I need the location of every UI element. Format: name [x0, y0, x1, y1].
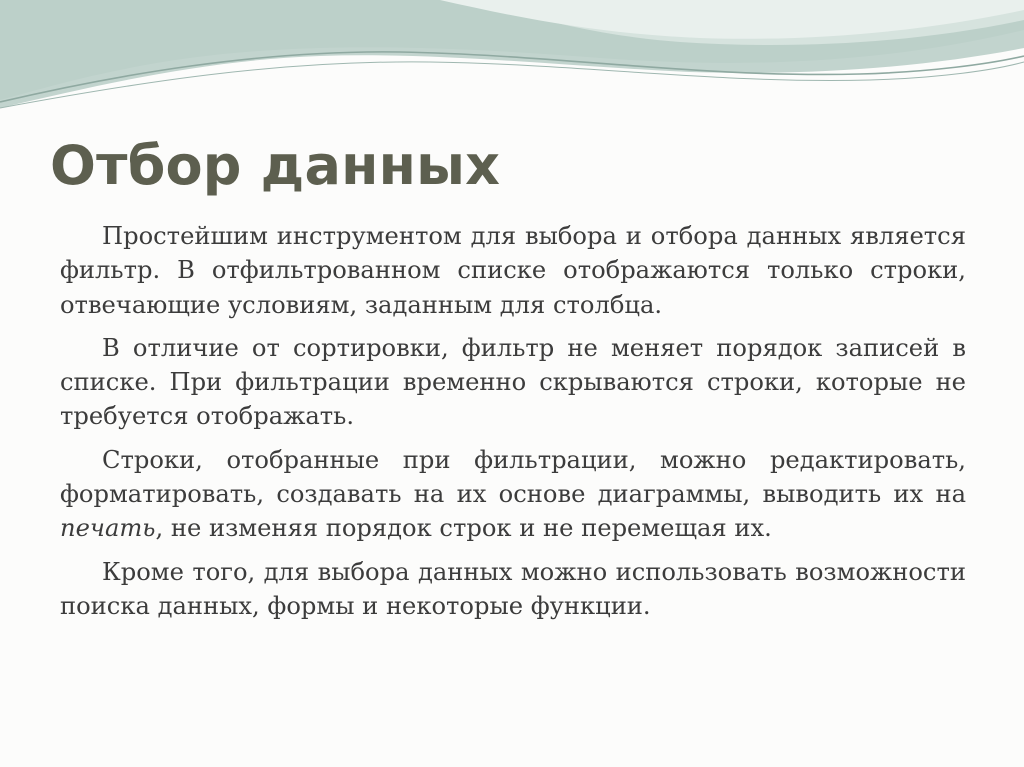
slide-body — [60, 219, 966, 632]
paragraph-filter-vs-sort: В отличие от сортировки, фильтр не меняет порядок записей в списке. При фильтрации временно скрываются строки, которые не требуется отображать. — [60, 333, 966, 431]
slide-title: Отбор данных — [50, 134, 501, 197]
emphasis-print: печать — [60, 514, 156, 543]
paragraph-filtered-rows-before: Строки, отобранные при фильтрации, можно редактировать, форматировать, создавать на их основе диаграммы, выводить их на — [60, 445, 966, 509]
paragraph-other-tools: Кроме того, для выбора данных можно использовать возможности поиска данных, формы и некоторые функции. — [60, 557, 966, 620]
paragraph-filter-intro: Простейшим инструментом для выбора и отбора данных является фильтр. В отфильтрованном списке отображаются только строки, отвечающие условиям, заданным для столбца. — [60, 222, 966, 319]
paragraph-filtered-rows-after: , не изменяя порядок строк и не перемещая их. — [155, 514, 772, 543]
decorative-wave-header — [0, 0, 1024, 115]
paragraph-filtered-rows — [60, 443, 966, 546]
